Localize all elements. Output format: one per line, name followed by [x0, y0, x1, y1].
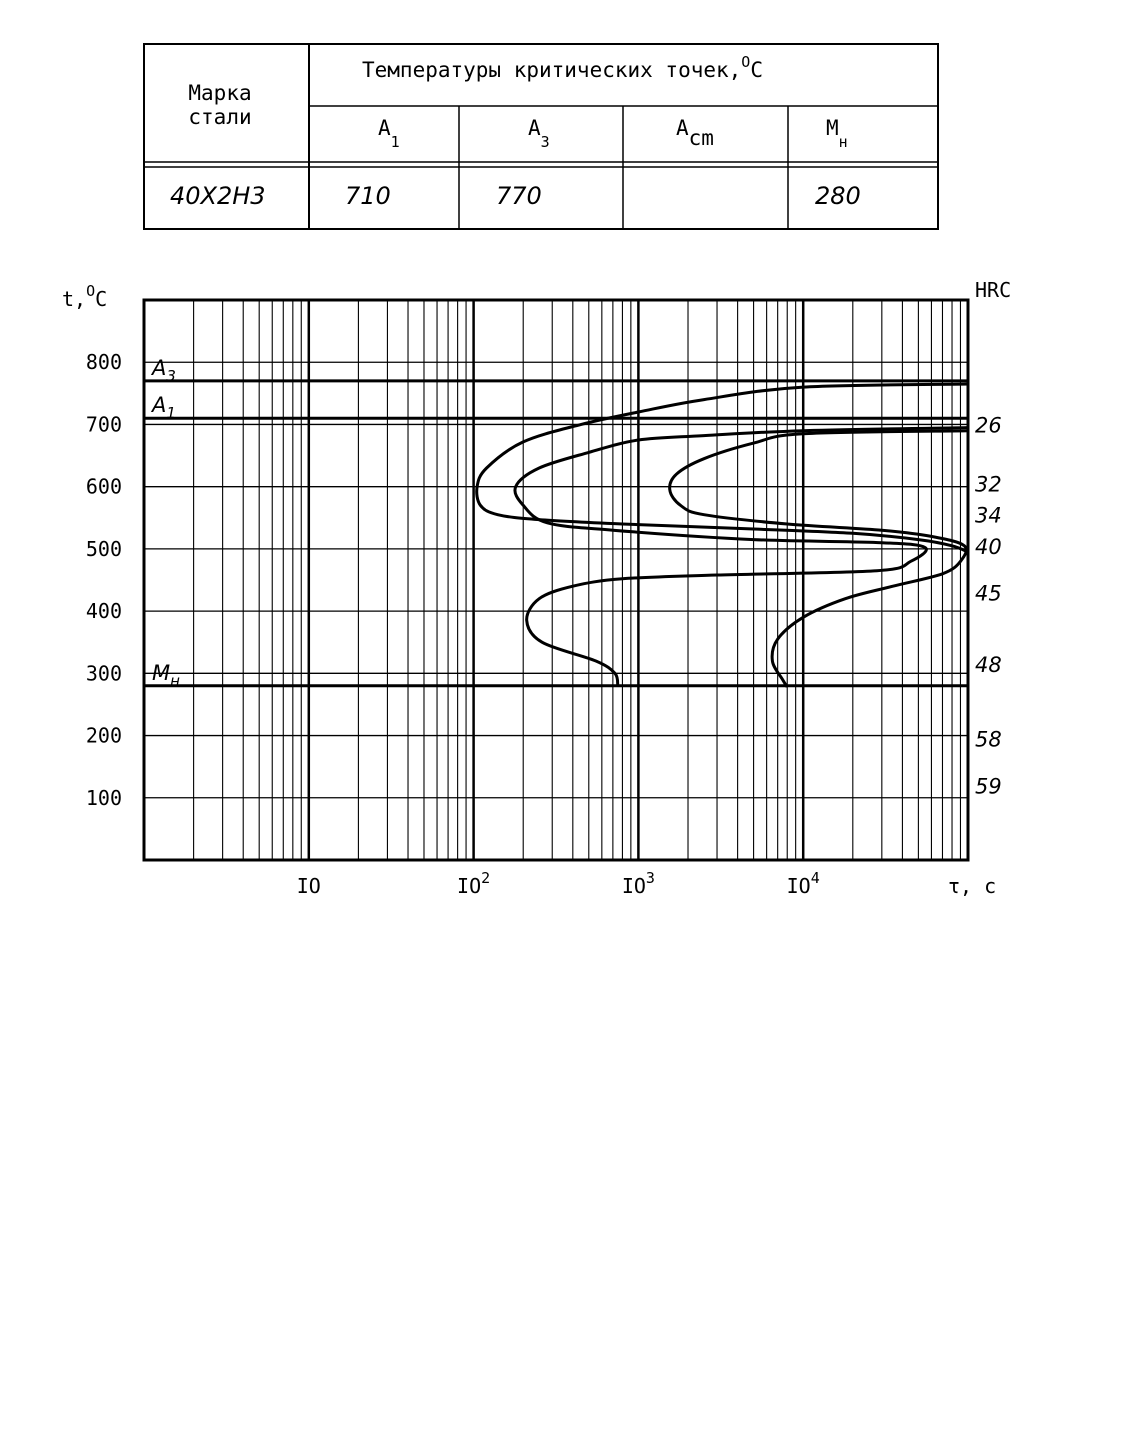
- x-axis-label: τ, с: [948, 874, 997, 898]
- critical-line-label: $M_н$: [152, 660, 180, 690]
- x-tick-label: IO: [296, 874, 321, 898]
- hrc-label: 48: [975, 653, 1002, 677]
- chart-grid: [144, 300, 968, 860]
- transformation-curves: [477, 384, 968, 687]
- y-tick-label: 800: [85, 350, 122, 375]
- cell-steel: 40X2H3: [170, 182, 266, 210]
- y-axis-label: t,$^O$C: [62, 282, 108, 311]
- y-tick-label: 700: [85, 412, 122, 437]
- cell-a3: 770: [496, 182, 542, 210]
- x-tick-labels: [297, 869, 820, 898]
- hrc-labels: [975, 413, 1002, 798]
- col-header-acm: Acm: [676, 116, 714, 150]
- col-header-a1: $A_1$: [378, 116, 400, 151]
- x-tick-label: $IO^3$: [621, 869, 655, 898]
- y-tick-label: 400: [85, 599, 122, 624]
- cell-mn: 280: [815, 182, 861, 210]
- col-header-a3: $A_3$: [528, 116, 550, 151]
- hrc-label: 32: [975, 472, 1002, 497]
- y-tick-label: 300: [85, 661, 122, 686]
- hrc-label: 59: [975, 774, 1002, 799]
- critical-line-labels: [150, 356, 180, 690]
- hrc-label: 40: [975, 534, 1002, 559]
- x-tick-label: $IO^4$: [786, 869, 820, 898]
- x-tick-label: $IO^2$: [457, 869, 491, 898]
- y-tick-label: 100: [85, 785, 122, 810]
- transformation-curve: [670, 431, 968, 687]
- y-tick-label: 200: [85, 723, 122, 748]
- transformation-curve: [477, 384, 968, 552]
- y-tick-labels: [86, 350, 122, 810]
- y-tick-label: 500: [85, 536, 122, 561]
- hrc-label: 45: [975, 581, 1002, 606]
- hrc-label: 34: [975, 503, 1002, 528]
- transformation-curve: [515, 428, 968, 686]
- col-header-mn: $M_н$: [826, 116, 848, 151]
- hrc-label: 26: [975, 413, 1002, 438]
- hrc-axis-label: HRC: [975, 278, 1012, 302]
- cell-a1: 710: [345, 182, 391, 210]
- critical-line-label: $A_1$: [152, 393, 176, 423]
- plot-frame: [144, 300, 968, 860]
- y-tick-label: 600: [85, 474, 122, 499]
- critical-line-label: $A_3$: [152, 355, 176, 385]
- header-critical-temps: Температуры критических точек,$^O$C: [362, 53, 763, 82]
- header-steel-grade: Марка стали: [188, 81, 252, 129]
- hrc-label: 58: [975, 727, 1002, 752]
